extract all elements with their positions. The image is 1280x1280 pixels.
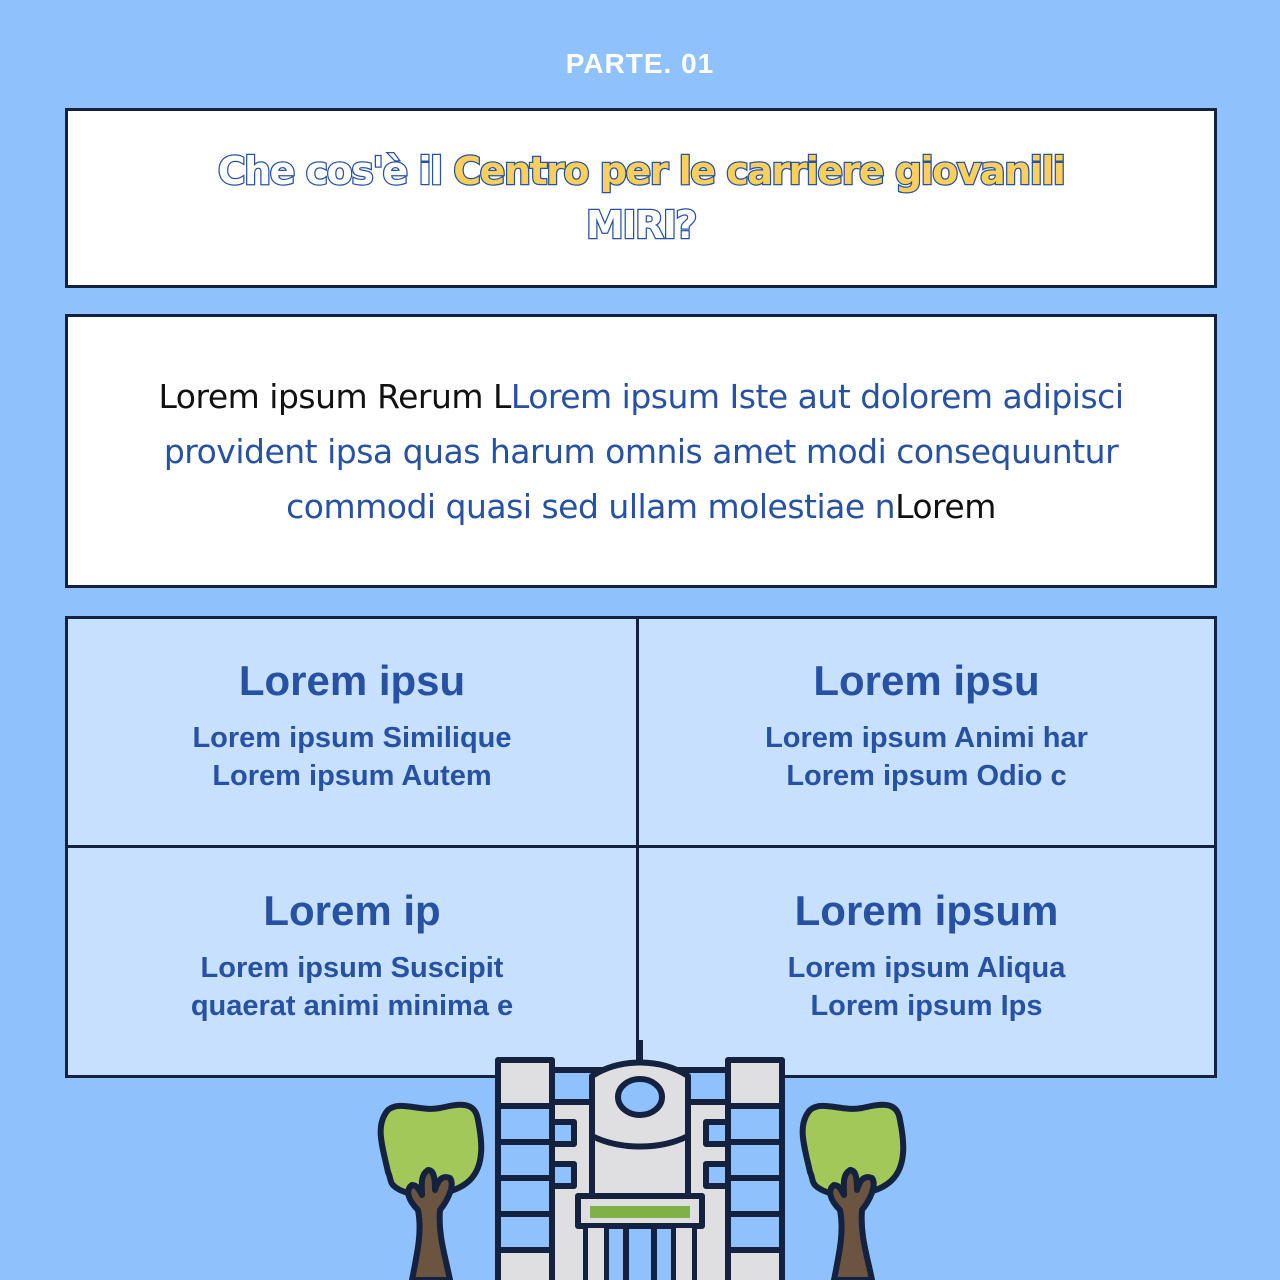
school-building-icon — [360, 1040, 920, 1280]
title-card — [65, 108, 1217, 288]
intro-paragraph — [148, 369, 1134, 534]
feature-title: Lorem ipsum — [794, 886, 1059, 934]
feature-title: Lorem ipsu — [238, 657, 466, 704]
feature-cell — [639, 619, 1214, 848]
feature-cell — [68, 619, 639, 848]
feature-line: Lorem ipsum Odio c — [786, 760, 1067, 792]
feature-grid — [65, 616, 1217, 1078]
feature-line: Lorem ipsum Aliqua — [787, 951, 1066, 984]
feature-line: Lorem ipsum Suscipit — [200, 951, 504, 984]
intro-card — [65, 314, 1217, 588]
tree-icon — [381, 1105, 482, 1280]
feature-line: Lorem ipsum Autem — [212, 760, 492, 792]
tree-icon — [803, 1105, 904, 1280]
feature-line: Lorem ipsum Animi har — [765, 722, 1088, 754]
feature-title: Lorem ipsu — [813, 657, 1040, 704]
feature-line: Lorem ipsum Ips — [810, 989, 1043, 1022]
feature-line: Lorem ipsum Similique — [192, 722, 512, 754]
feature-line: quaerat animi minima e — [190, 989, 514, 1022]
title-prefix: Che cos'è il — [217, 149, 454, 193]
intro-dark-end: Lorem — [895, 486, 996, 526]
part-label: PARTE. 01 — [565, 48, 715, 79]
intro-dark-start: Lorem ipsum Rerum L — [158, 376, 511, 416]
page-title — [181, 144, 1101, 252]
title-suffix: MIRI? — [586, 203, 696, 247]
feature-title: Lorem ip — [263, 886, 441, 934]
intro-blue-text: Lorem ipsum Iste aut dolorem adipisci provident ipsa quas harum omnis amet modi consequuntur commodi quasi sed ullam molestiae n — [163, 376, 1124, 526]
title-highlight: Centro per le carriere giovanili — [453, 149, 1065, 193]
